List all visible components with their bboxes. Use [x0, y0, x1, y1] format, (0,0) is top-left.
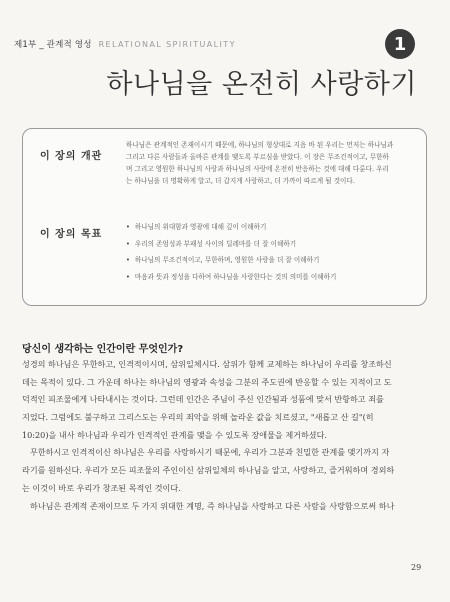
overview-line: 며 그리고 영원한 하나님의 사랑과 하나님의 사랑에 온전히 반응하는 것에 대해 다룬다. 우리 [126, 165, 389, 173]
chapter-summary-box [22, 128, 427, 306]
goal-item: • 마음과 뜻과 정성을 다하여 하나님을 사랑한다는 것의 의미를 이해하기 [126, 269, 416, 286]
body-text [22, 356, 426, 515]
body-line: 지었다. 그럼에도 불구하고 그리스도는 우리의 죄악을 위해 놀라운 값을 치르셨고, "새롭고 산 길"(히 [22, 412, 374, 423]
chapter-title: 하나님을 온전히 사랑하기 [106, 69, 417, 100]
body-line: 10:20)을 내사 하나님과 우리가 인격적인 관계를 맺을 수 있도록 장애물을 제거하셨다. [22, 429, 327, 440]
running-header [14, 38, 236, 50]
body-line: 는 이것이 바로 우리가 창조된 목적인 것이다. [22, 482, 181, 493]
body-line: 성경의 하나님은 무한하고, 인격적이시며, 삼위일체시다. 삼위가 함께 교제하는 하나님이 우리를 창조하신 [22, 359, 392, 369]
goal-item: • 하나님의 무조건적이고, 무한하며, 영원한 사랑을 더 잘 이해하기 [126, 252, 416, 269]
overview-line: 하나님은 관계적인 존재이시기 때문에, 하나님의 형상대로 지음 바 된 우리는 먼저는 하나님과 [126, 141, 394, 149]
body-line: 덕적인 피조물에게 나타내시는 것이다. 그런데 인간은 주님이 주신 인간됨과 성품에 맞서 반항하고 죄를 [22, 394, 384, 405]
goals-list [126, 219, 416, 285]
part-label: 제1부 _ 관계적 영성 [14, 40, 92, 50]
overview-line: 그리고 다른 사람들과 올바른 관계를 맺도록 부르심을 받았다. 이 장은 무조건적이고, 무한하 [126, 153, 389, 161]
overview-line: 는 하나님을 더 명확하게 알고, 더 갑지게 사랑하고, 더 가까이 따르게 될 것이다. [126, 177, 355, 185]
goal-item: • 하나님의 위대함과 영광에 대해 깊이 이해하기 [126, 219, 416, 236]
section-heading: 당신이 생각하는 인간이란 무엇인가? [22, 344, 184, 355]
page-number: 29 [411, 563, 422, 572]
overview-label: 이 장의 개관 [40, 151, 103, 162]
part-label-english: RELATIONAL SPIRITUALITY [98, 40, 236, 49]
goal-item: • 우리의 존엄성과 부패성 사이의 딜레마를 더 잘 이해하기 [126, 236, 416, 253]
body-line: 데는 목적이 있다. 그 가운데 하나는 하나님의 영광과 속성을 그분의 주도권에 반응할 수 있는 지적이고 도 [22, 376, 392, 387]
goals-label: 이 장의 목표 [40, 229, 103, 240]
body-line: 라기를 원하신다. 우리가 모든 피조물의 주인이신 삼위일체의 하나님을 알고, 사랑하고, 즐거워하며 경외하 [22, 465, 395, 476]
overview-text [126, 139, 416, 187]
chapter-number-badge: 1 [385, 29, 415, 59]
body-line: 무한하시고 인격적이신 하나님은 우리를 사랑하시기 때문에, 우리가 그분과 친밀한 관계를 맺기까지 자 [30, 447, 390, 458]
body-line: 하나님은 관계적 존재이므로 두 가지 위대한 계명, 즉 하나님을 사랑하고 다른 사람을 사랑함으로써 하나 [30, 500, 395, 511]
